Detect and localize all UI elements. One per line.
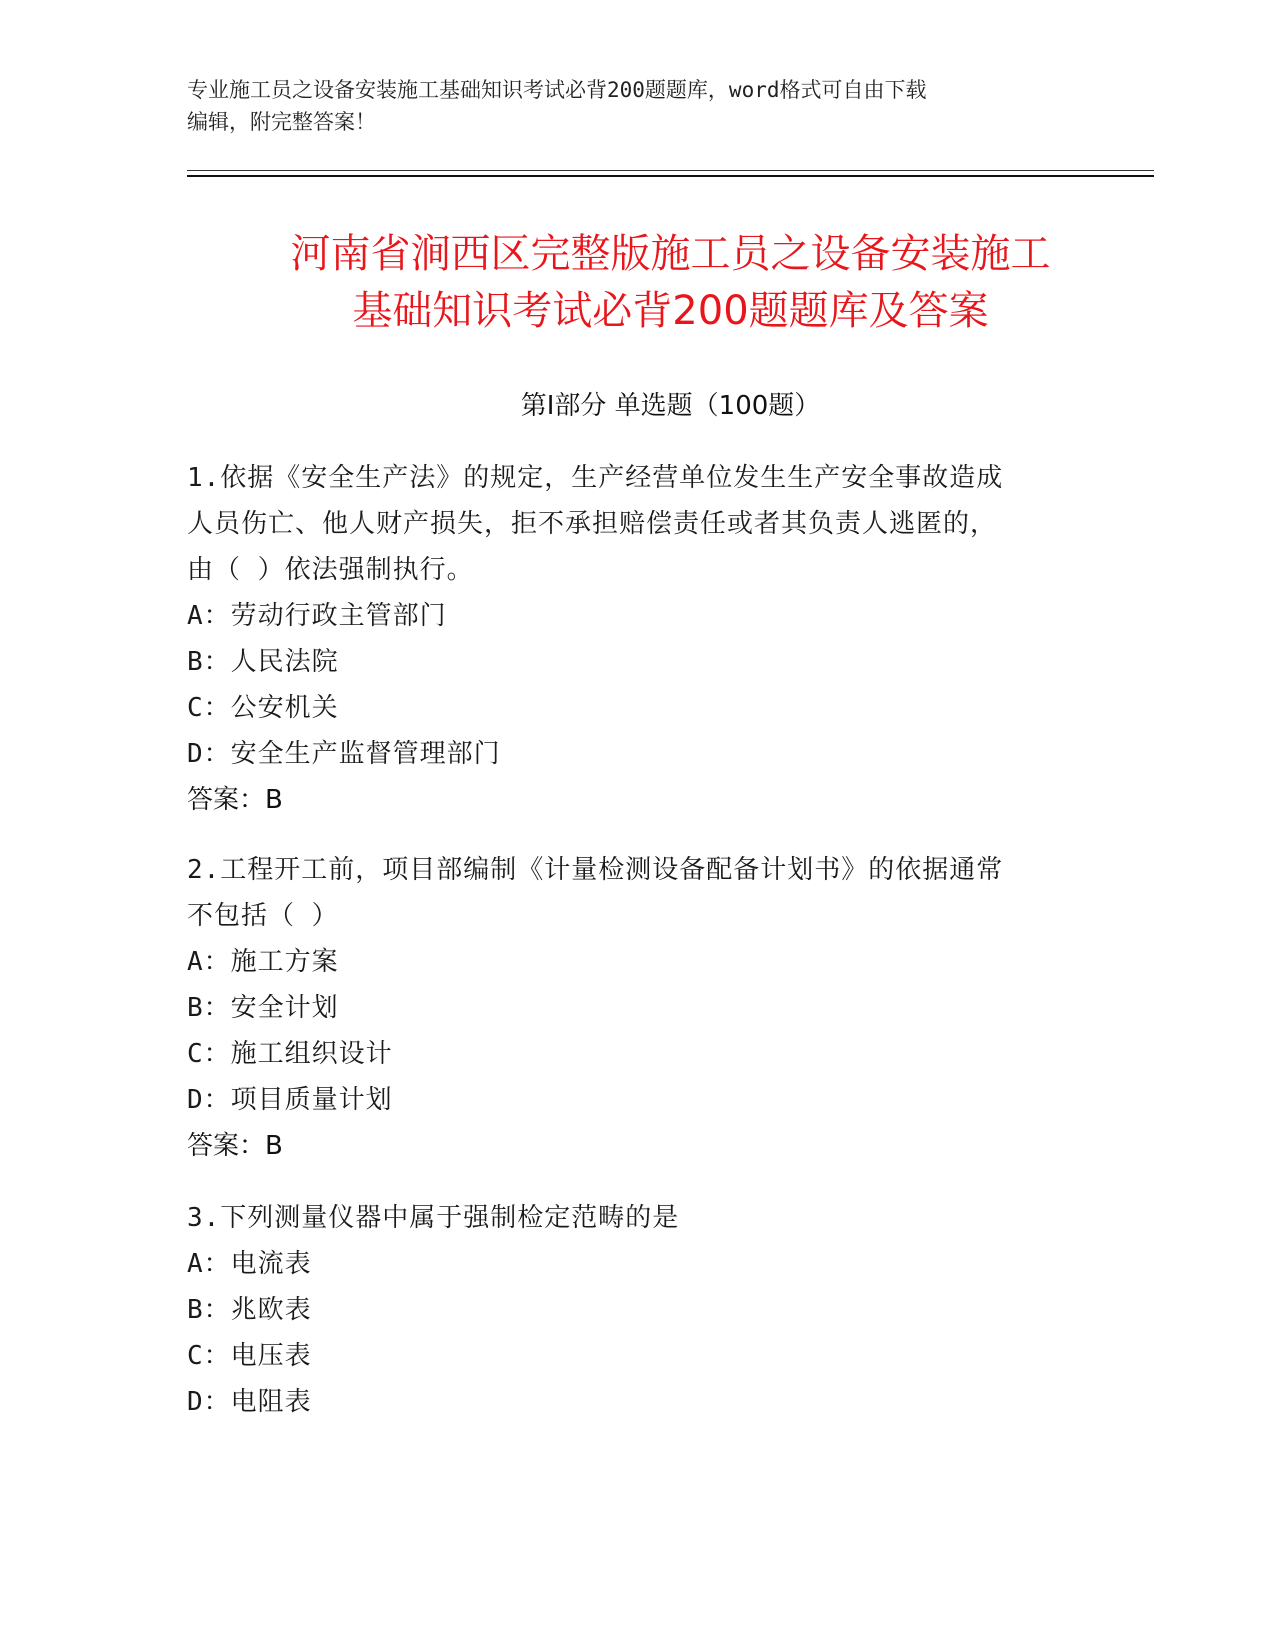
question-option: C：公安机关 (187, 693, 339, 723)
question-option: D：电阻表 (187, 1387, 312, 1417)
question-block (187, 455, 1067, 823)
question-block (187, 847, 1067, 1169)
header-divider-thin (187, 170, 1154, 171)
header-divider-thick (187, 175, 1154, 177)
question-stem-line: 2.工程开工前，项目部编制《计量检测设备配备计划书》的依据通常 (187, 855, 1004, 885)
question-stem-line: 3.下列测量仪器中属于强制检定范畴的是 (187, 1203, 680, 1233)
question-stem-line: 人员伤亡、他人财产损失，拒不承担赔偿责任或者其负责人逃匿的， (187, 509, 998, 539)
header-note-line: 专业施工员之设备安装施工基础知识考试必背200题题库，word格式可自由下载 (187, 78, 927, 102)
question-stem-line: 不包括（ ） (187, 901, 339, 931)
question-answer: 答案：B (187, 785, 283, 815)
question-block (187, 1195, 1067, 1425)
question-answer: 答案：B (187, 1131, 283, 1161)
question-option: B：兆欧表 (187, 1295, 312, 1325)
question-option: D：项目质量计划 (187, 1085, 393, 1115)
question-stem-line: 由（ ）依法强制执行。 (187, 555, 474, 585)
question-option: C：施工组织设计 (187, 1039, 393, 1069)
question-option: B：安全计划 (187, 993, 339, 1023)
question-option: B：人民法院 (187, 647, 339, 677)
header-note (187, 74, 1087, 138)
question-option: C：电压表 (187, 1341, 312, 1371)
question-option: A：劳动行政主管部门 (187, 601, 447, 631)
document-title (187, 226, 1154, 340)
question-option: A：施工方案 (187, 947, 339, 977)
section-heading: 第Ⅰ部分 单选题（100题） (520, 391, 821, 421)
question-option: D：安全生产监督管理部门 (187, 739, 501, 769)
question-stem-line: 1.依据《安全生产法》的规定，生产经营单位发生生产安全事故造成 (187, 463, 1004, 493)
document-title-line: 基础知识考试必背200题题库及答案 (352, 288, 989, 334)
document-title-line: 河南省涧西区完整版施工员之设备安装施工 (290, 231, 1051, 277)
header-note-line: 编辑，附完整答案！ (187, 110, 376, 134)
question-option: A：电流表 (187, 1249, 312, 1279)
